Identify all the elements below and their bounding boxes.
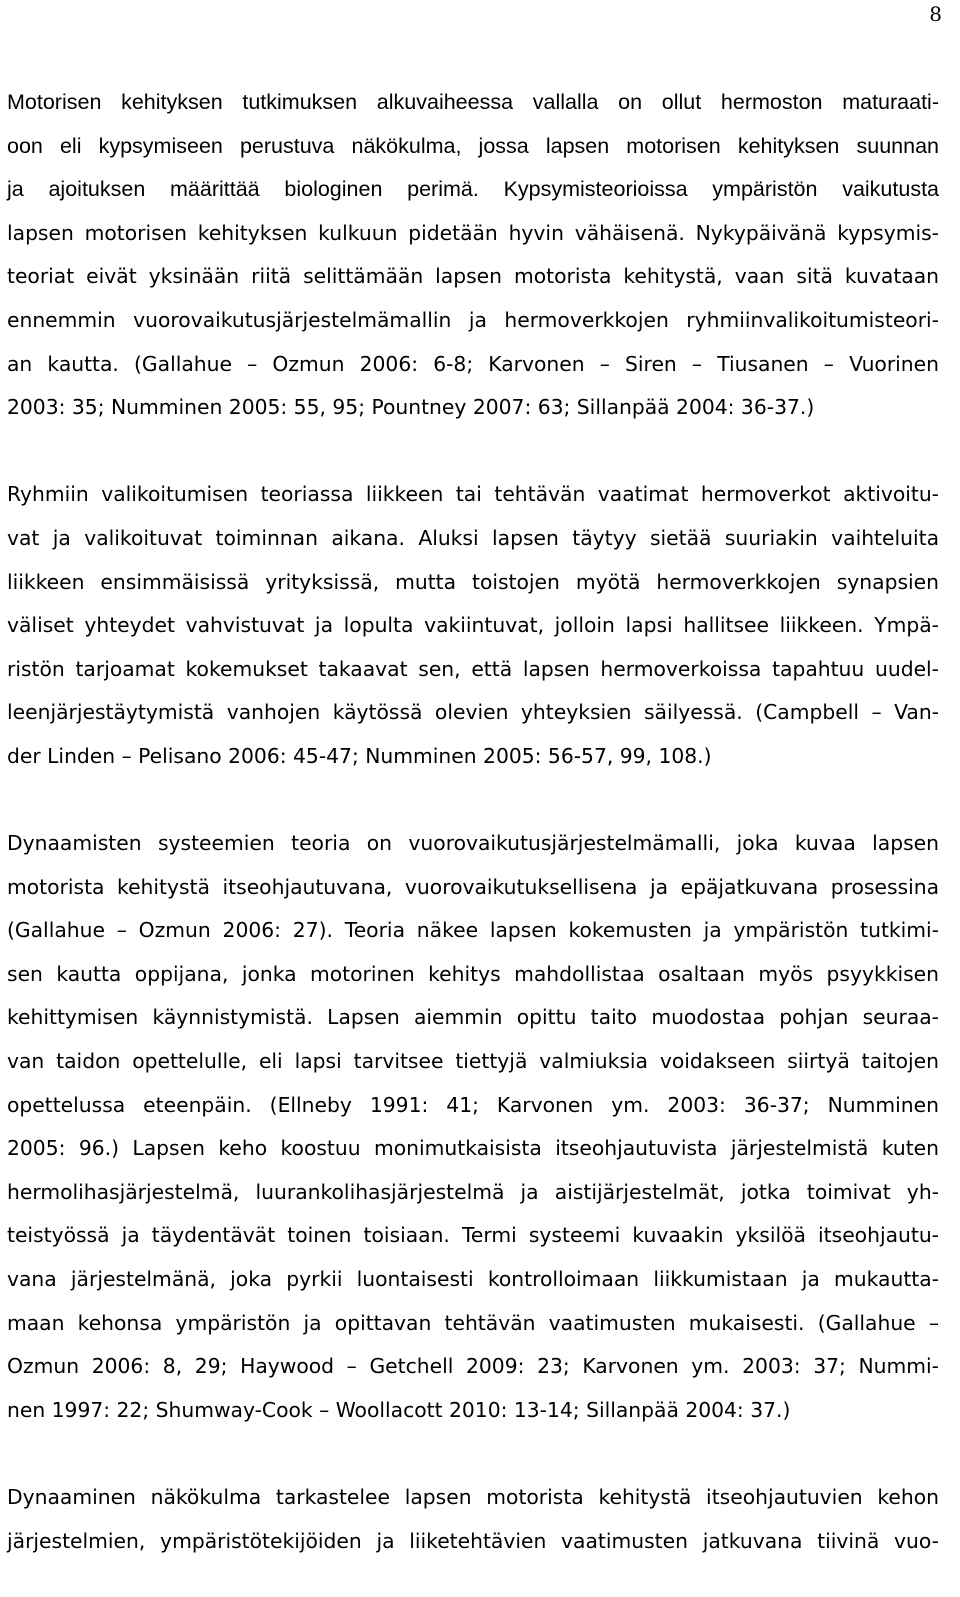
text-line: an kautta. (Gallahue – Ozmun 2006: 6-8; Karvonen – Siren – Tiusanen – Vuorinen <box>7 351 939 376</box>
paragraph-dynamic-perspective <box>7 1476 939 1563</box>
text-line: Ryhmiin valikoitumisen teoriassa liikkeen tai tehtävän vaatimat hermoverkot aktivoitu- <box>7 482 939 507</box>
text-line: Dynaamisten systeemien teoria on vuorovaikutusjärjestelmämalli, joka kuvaa lapsen <box>7 831 939 856</box>
text-line: lapsen motorisen kehityksen kulkuun pidetään hyvin vähäisenä. Nykypäivänä kypsymis- <box>7 220 939 245</box>
text-line: van taidon opettelulle, eli lapsi tarvitsee tiettyjä valmiuksia voidakseen siirtyä taitojen <box>7 1049 939 1074</box>
text-line: sen kautta oppijana, jonka motorinen kehitys mahdollistaa osaltaan myös psyykkisen <box>7 961 939 986</box>
text-line: vat ja valikoituvat toiminnan aikana. Aluksi lapsen täytyy sietää suuriakin vaihteluita <box>7 525 939 550</box>
text-line: Motorisen kehityksen tutkimuksen alkuvaiheessa vallalla on ollut hermoston maturaati- <box>7 90 939 114</box>
text-line: maan kehonsa ympäristön ja opittavan tehtävän vaatimusten mukaisesti. (Gallahue – <box>7 1310 939 1335</box>
text-line: ristön tarjoamat kokemukset takaavat sen, että lapsen hermoverkoissa tapahtuu uudel- <box>7 656 939 681</box>
paragraph-maturation-theory <box>7 81 939 430</box>
text-line: järjestelmien, ympäristötekijöiden ja liiketehtävien vaatimusten jatkuvana tiivinä vuo- <box>7 1528 939 1553</box>
text-line: kehittymisen käynnistymistä. Lapsen aiemmin opittu taito muodostaa pohjan seuraa- <box>7 1005 939 1030</box>
text-line: väliset yhteydet vahvistuvat ja lopulta vakiintuvat, jolloin lapsi hallitsee liikkeen. Ympä- <box>7 613 939 638</box>
paragraph-dynamic-systems-theory <box>7 822 939 1432</box>
text-line: leenjärjestäytymistä vanhojen käytössä olevien yhteyksien säilyessä. (Campbell – Van- <box>7 700 939 725</box>
text-line: vana järjestelmänä, joka pyrkii luontaisesti kontrolloimaan liikkumistaan ja mukautta- <box>7 1267 939 1292</box>
text-line: teoriat eivät yksinään riitä selittämään lapsen motorista kehitystä, vaan sitä kuvataan <box>7 264 939 289</box>
text-line: opettelussa eteenpäin. (Ellneby 1991: 41; Karvonen ym. 2003: 36-37; Numminen <box>7 1092 939 1117</box>
text-line: 2005: 96.) Lapsen keho koostuu monimutkaisista itseohjautuvista järjestelmistä kuten <box>7 1136 939 1161</box>
text-line: 2003: 35; Numminen 2005: 55, 95; Pountney 2007: 63; Sillanpää 2004: 36-37.) <box>7 395 815 420</box>
text-line: liikkeen ensimmäisissä yrityksissä, mutta toistojen myötä hermoverkkojen synapsien <box>7 569 939 594</box>
text-line: (Gallahue – Ozmun 2006: 27). Teoria näkee lapsen kokemusten ja ympäristön tutkimi- <box>7 918 939 943</box>
text-line: ennemmin vuorovaikutusjärjestelmämallin ja hermoverkkojen ryhmiinvalikoitumisteori- <box>7 307 939 332</box>
text-line: Dynaaminen näkökulma tarkastelee lapsen motorista kehitystä itseohjautuvien kehon <box>7 1485 939 1509</box>
document-body <box>7 81 939 1563</box>
text-line: motorista kehitystä itseohjautuvana, vuorovaikutuksellisena ja epäjatkuvana prosessina <box>7 874 939 899</box>
paragraph-group-selection-theory <box>7 473 939 778</box>
text-line: hermolihasjärjestelmä, luurankolihasjärjestelmä ja aistijärjestelmät, jotka toimivat yh- <box>7 1179 939 1204</box>
text-line: nen 1997: 22; Shumway-Cook – Woollacott 2010: 13-14; Sillanpää 2004: 37.) <box>7 1397 791 1422</box>
text-line: teistyössä ja täydentävät toinen toisiaan. Termi systeemi kuvaakin yksilöä itseohjautu- <box>7 1223 939 1248</box>
text-line: ja ajoituksen määrittää biologinen perimä. Kypsymisteorioissa ympäristön vaikutusta <box>7 177 939 202</box>
text-line: oon eli kypsymiseen perustuva näkökulma, jossa lapsen motorisen kehityksen suunnan <box>7 133 939 158</box>
text-line: der Linden – Pelisano 2006: 45-47; Numminen 2005: 56-57, 99, 108.) <box>7 743 712 768</box>
text-line: Ozmun 2006: 8, 29; Haywood – Getchell 2009: 23; Karvonen ym. 2003: 37; Nummi- <box>7 1354 939 1379</box>
page-number: 8 <box>929 2 942 26</box>
